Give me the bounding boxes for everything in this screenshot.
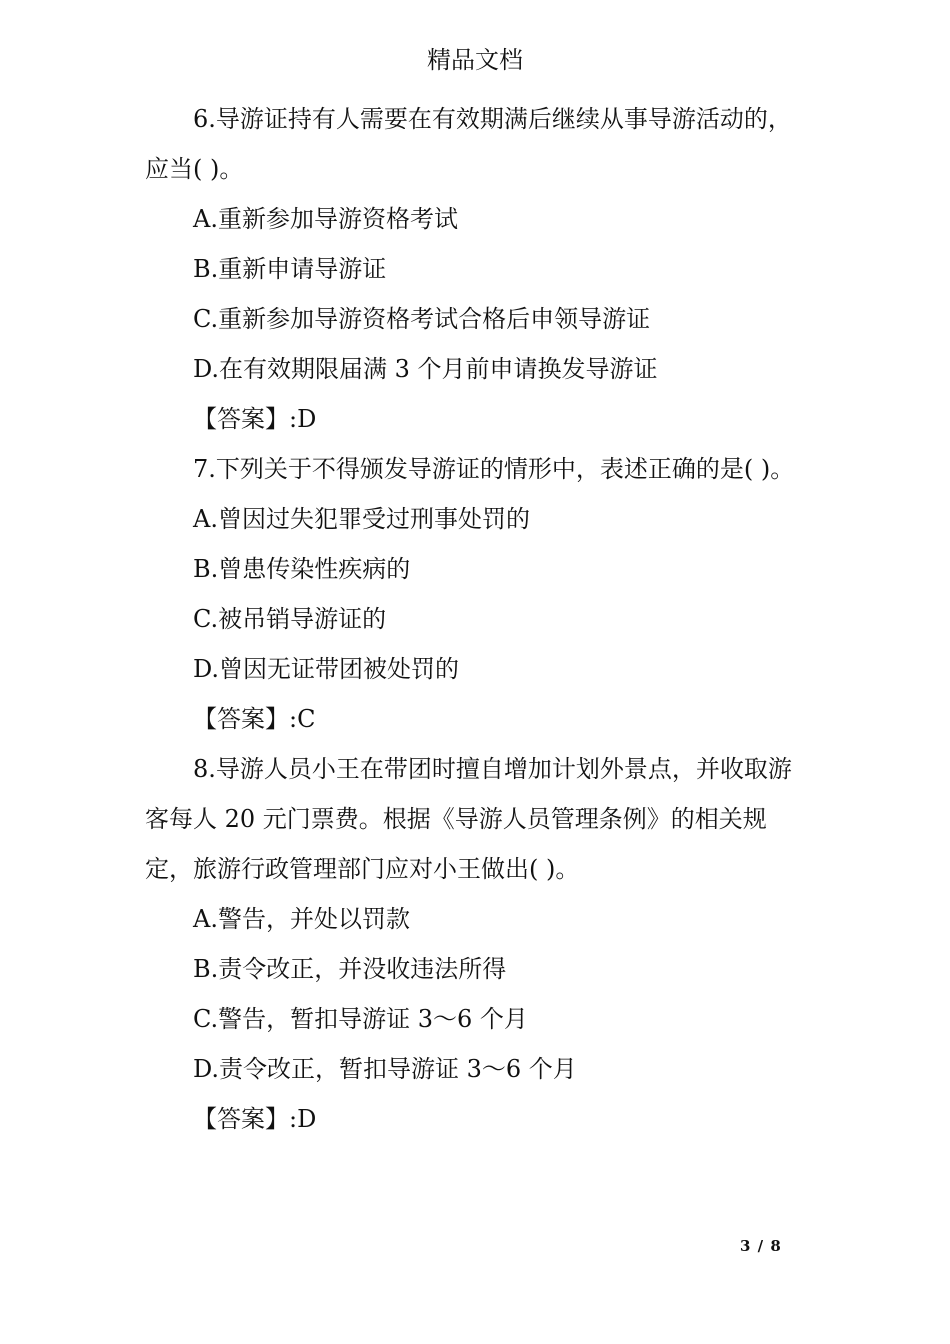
page-header-title: 精品文档 <box>427 46 523 74</box>
answer-value: D <box>297 405 317 433</box>
answer-value: D <box>297 1105 317 1133</box>
document-body <box>145 94 807 1144</box>
question-stem: 6.导游证持有人需要在有效期满后继续从事导游活动的，应当( )。 <box>145 105 792 183</box>
answer-line <box>145 1094 807 1144</box>
answer-line <box>145 694 807 744</box>
option-a: A.警告，并处以罚款 <box>193 905 410 933</box>
answer-label: 【答案】: <box>193 405 298 433</box>
question-8 <box>145 744 807 1144</box>
option-a: A.重新参加导游资格考试 <box>193 205 458 233</box>
page-number: 3 / 8 <box>740 1237 782 1255</box>
option-d: D.责令改正，暂扣导游证 3～6 个月 <box>193 1055 577 1083</box>
answer-label: 【答案】: <box>193 1105 298 1133</box>
option-c: C.被吊销导游证的 <box>193 605 387 633</box>
option-b: B.责令改正，并没收违法所得 <box>193 955 507 983</box>
question-6 <box>145 94 807 444</box>
option-c: C.重新参加导游资格考试合格后申领导游证 <box>193 305 651 333</box>
option-c: C.警告，暂扣导游证 3～6 个月 <box>193 1005 528 1033</box>
answer-label: 【答案】: <box>193 705 298 733</box>
option-d: D.在有效期限届满 3 个月前申请换发导游证 <box>193 355 658 383</box>
option-d: D.曾因无证带团被处罚的 <box>193 655 460 683</box>
question-stem: 8.导游人员小王在带团时擅自增加计划外景点，并收取游客每人 20 元门票费。根据《导游人员管理条例》的相关规定，旅游行政管理部门应对小王做出( )。 <box>145 755 792 883</box>
answer-line <box>145 394 807 444</box>
question-stem: 7.下列关于不得颁发导游证的情形中，表述正确的是( )。 <box>193 455 795 483</box>
option-b: B.曾患传染性疾病的 <box>193 555 411 583</box>
option-a: A.曾因过失犯罪受过刑事处罚的 <box>193 505 530 533</box>
option-b: B.重新申请导游证 <box>193 255 387 283</box>
question-7 <box>145 444 807 744</box>
answer-value: C <box>297 705 316 733</box>
